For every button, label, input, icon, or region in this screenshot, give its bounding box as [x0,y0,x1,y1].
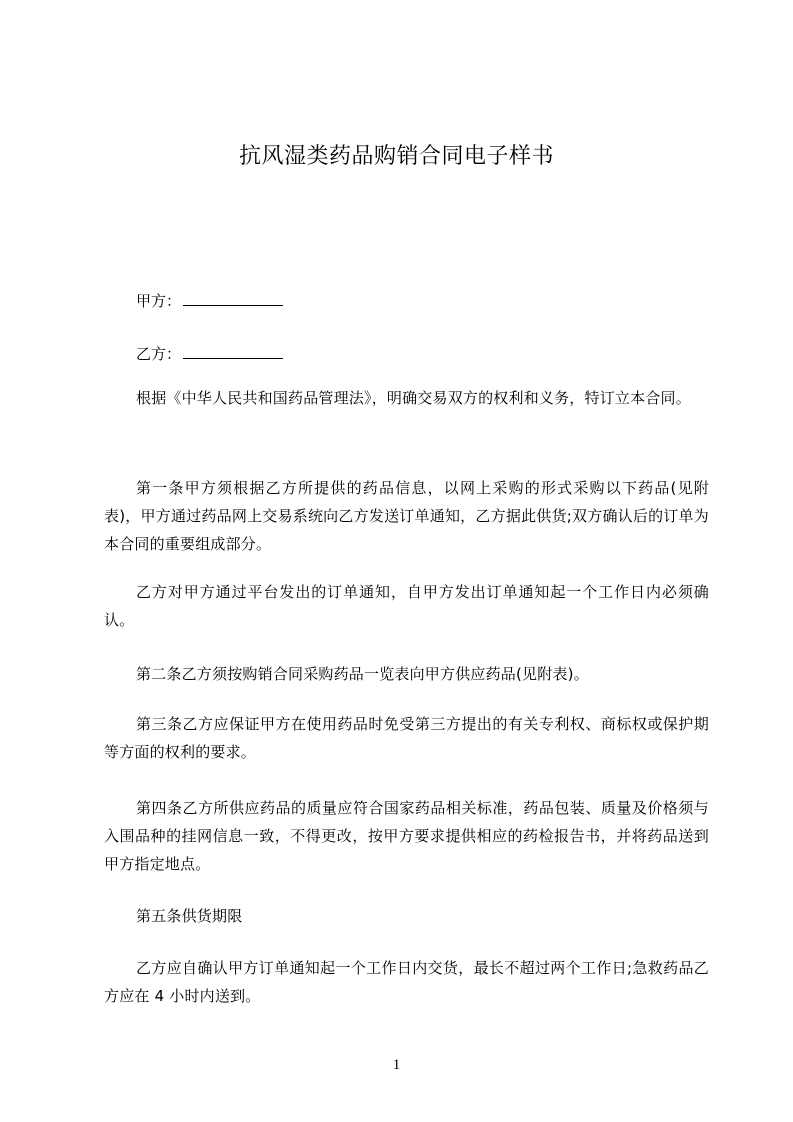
order-confirmation-paragraph: 乙方对甲方通过平台发出的订单通知，自甲方发出订单通知起一个工作日内必须确认。 [104,583,709,629]
delivery-period-paragraph: 乙方应自确认甲方订单通知起一个工作日内交货，最长不超过两个工作日;急救药品乙方应在 4 小时内送到。 [104,959,709,1005]
article-1-paragraph: 第一条甲方须根据乙方所提供的药品信息，以网上采购的形式采购以下药品(见附表)，甲方通过药品网上交易系统向乙方发送订单通知，乙方据此供货;双方确认后的订单为本合同的重要组成部分。 [104,479,709,553]
article-5-heading: 第五条供货期限 [136,907,243,925]
party-b-blank [183,344,283,359]
party-a-line [136,290,283,312]
party-b-line [136,343,283,365]
party-a-label: 甲方： [136,292,182,310]
article-4-paragraph: 第四条乙方所供应药品的质量应符合国家药品相关标准，药品包装、质量及价格须与入围品种的挂网信息一致，不得更改，按甲方要求提供相应的药检报告书，并将药品送到甲方指定地点。 [104,799,709,873]
party-a-blank [183,291,283,306]
party-b-label: 乙方： [136,345,182,363]
article-3-paragraph: 第三条乙方应保证甲方在使用药品时免受第三方提出的有关专利权、商标权或保护期等方面的权利的要求。 [104,715,709,761]
document-title: 抗风湿类药品购销合同电子样书 [238,144,554,169]
page-number: 1 [392,1057,401,1073]
article-2-paragraph: 第二条乙方须按购销合同采购药品一览表向甲方供应药品(见附表)。 [136,665,589,683]
preamble-paragraph: 根据《中华人民共和国药品管理法》，明确交易双方的权利和义务，特订立本合同。 [136,389,691,407]
